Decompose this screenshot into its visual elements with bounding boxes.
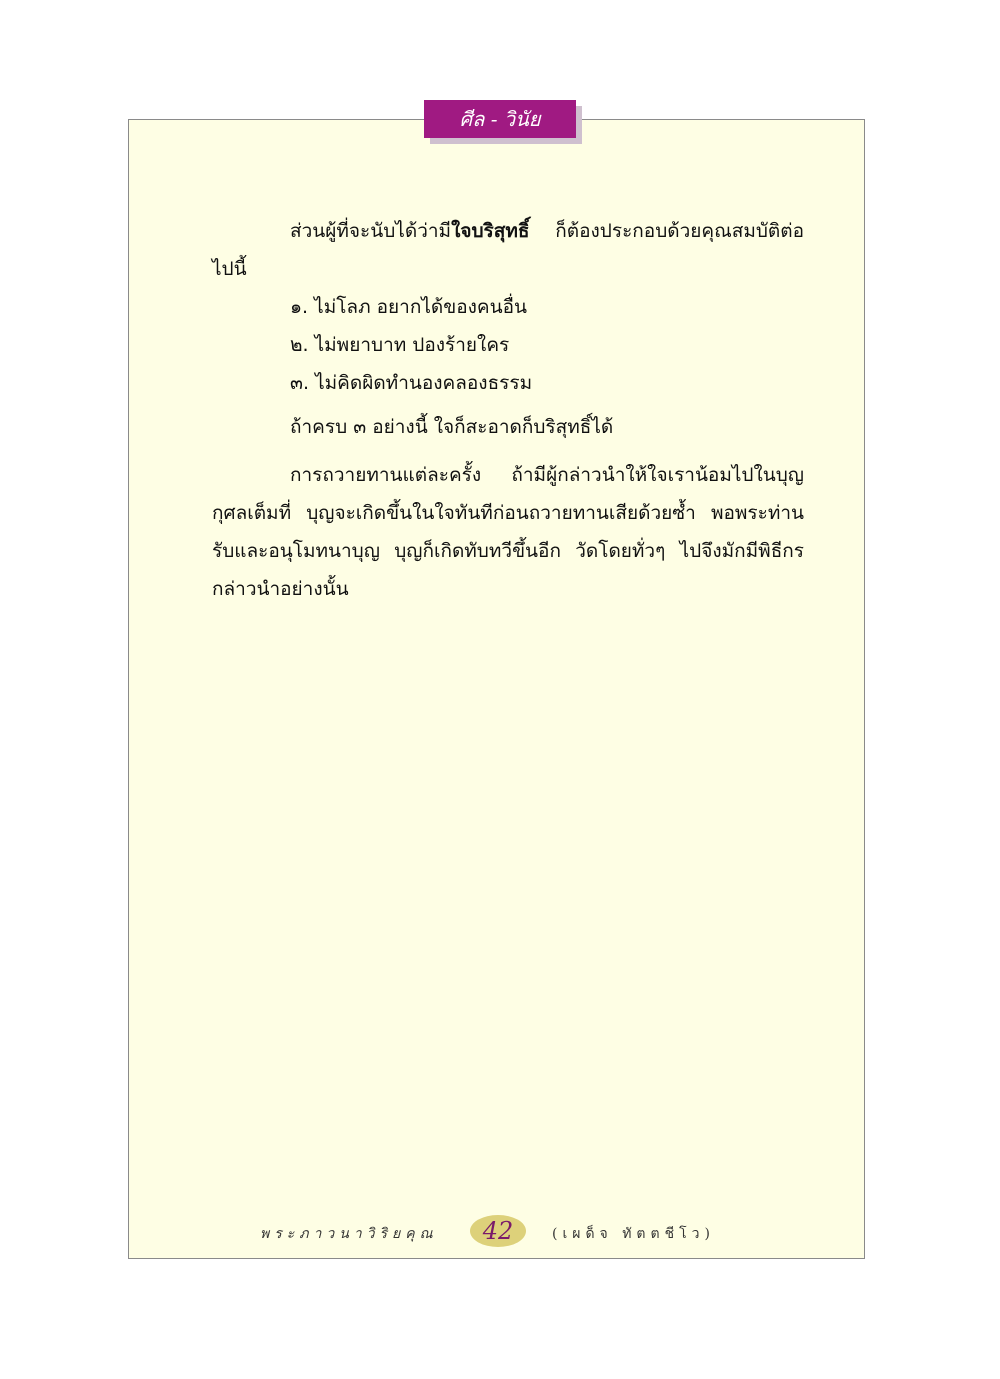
body-text: [212, 212, 804, 608]
list-item-1: ๑. ไม่โลภ อยากได้ของคนอื่น: [290, 296, 528, 318]
footer: [128, 1213, 865, 1253]
section-tag: ศีล - วินัย: [424, 100, 576, 138]
paragraph-1: [212, 212, 804, 288]
paragraph-1-start: ส่วนผู้ที่จะนับได้ว่ามี: [290, 220, 452, 242]
paragraph-1-end: ก็ต้องประกอบด้วยคุณสมบัติต่อไปนี้: [212, 220, 804, 280]
list-item-3: ๓. ไม่คิดผิดทำนองคลองธรรม: [290, 372, 533, 394]
paragraph-3: การถวายทานแต่ละครั้ง ถ้ามีผู้กล่าวนำให้ใจเราน้อมไปในบุญกุศลเต็มที่ บุญจะเกิดขึ้นในใจทันทีก่อนถวายทานเสียด้วยซ้ำ พอพระท่านรับและอนุโมทนาบุญ บุญก็เกิดทับทวีขึ้นอีก วัดโดยทั่วๆ ไปจึงมักมีพิธีกรกล่าวนำอย่างนั้น: [212, 464, 804, 600]
paragraph-2: ถ้าครบ ๓ อย่างนี้ ใจก็สะอาดก็บริสุทธิ์ได้: [290, 416, 614, 438]
footer-book-title: พระภาวนาวิริยคุณ: [260, 1226, 438, 1242]
list-item-2: ๒. ไม่พยาบาท ปองร้ายใคร: [290, 334, 510, 356]
page-number: 42: [470, 1215, 526, 1247]
paragraph-1-bold: ใจบริสุทธิ์: [451, 220, 530, 242]
footer-author: (เผด็จ ทัตตชีโว): [552, 1226, 715, 1242]
